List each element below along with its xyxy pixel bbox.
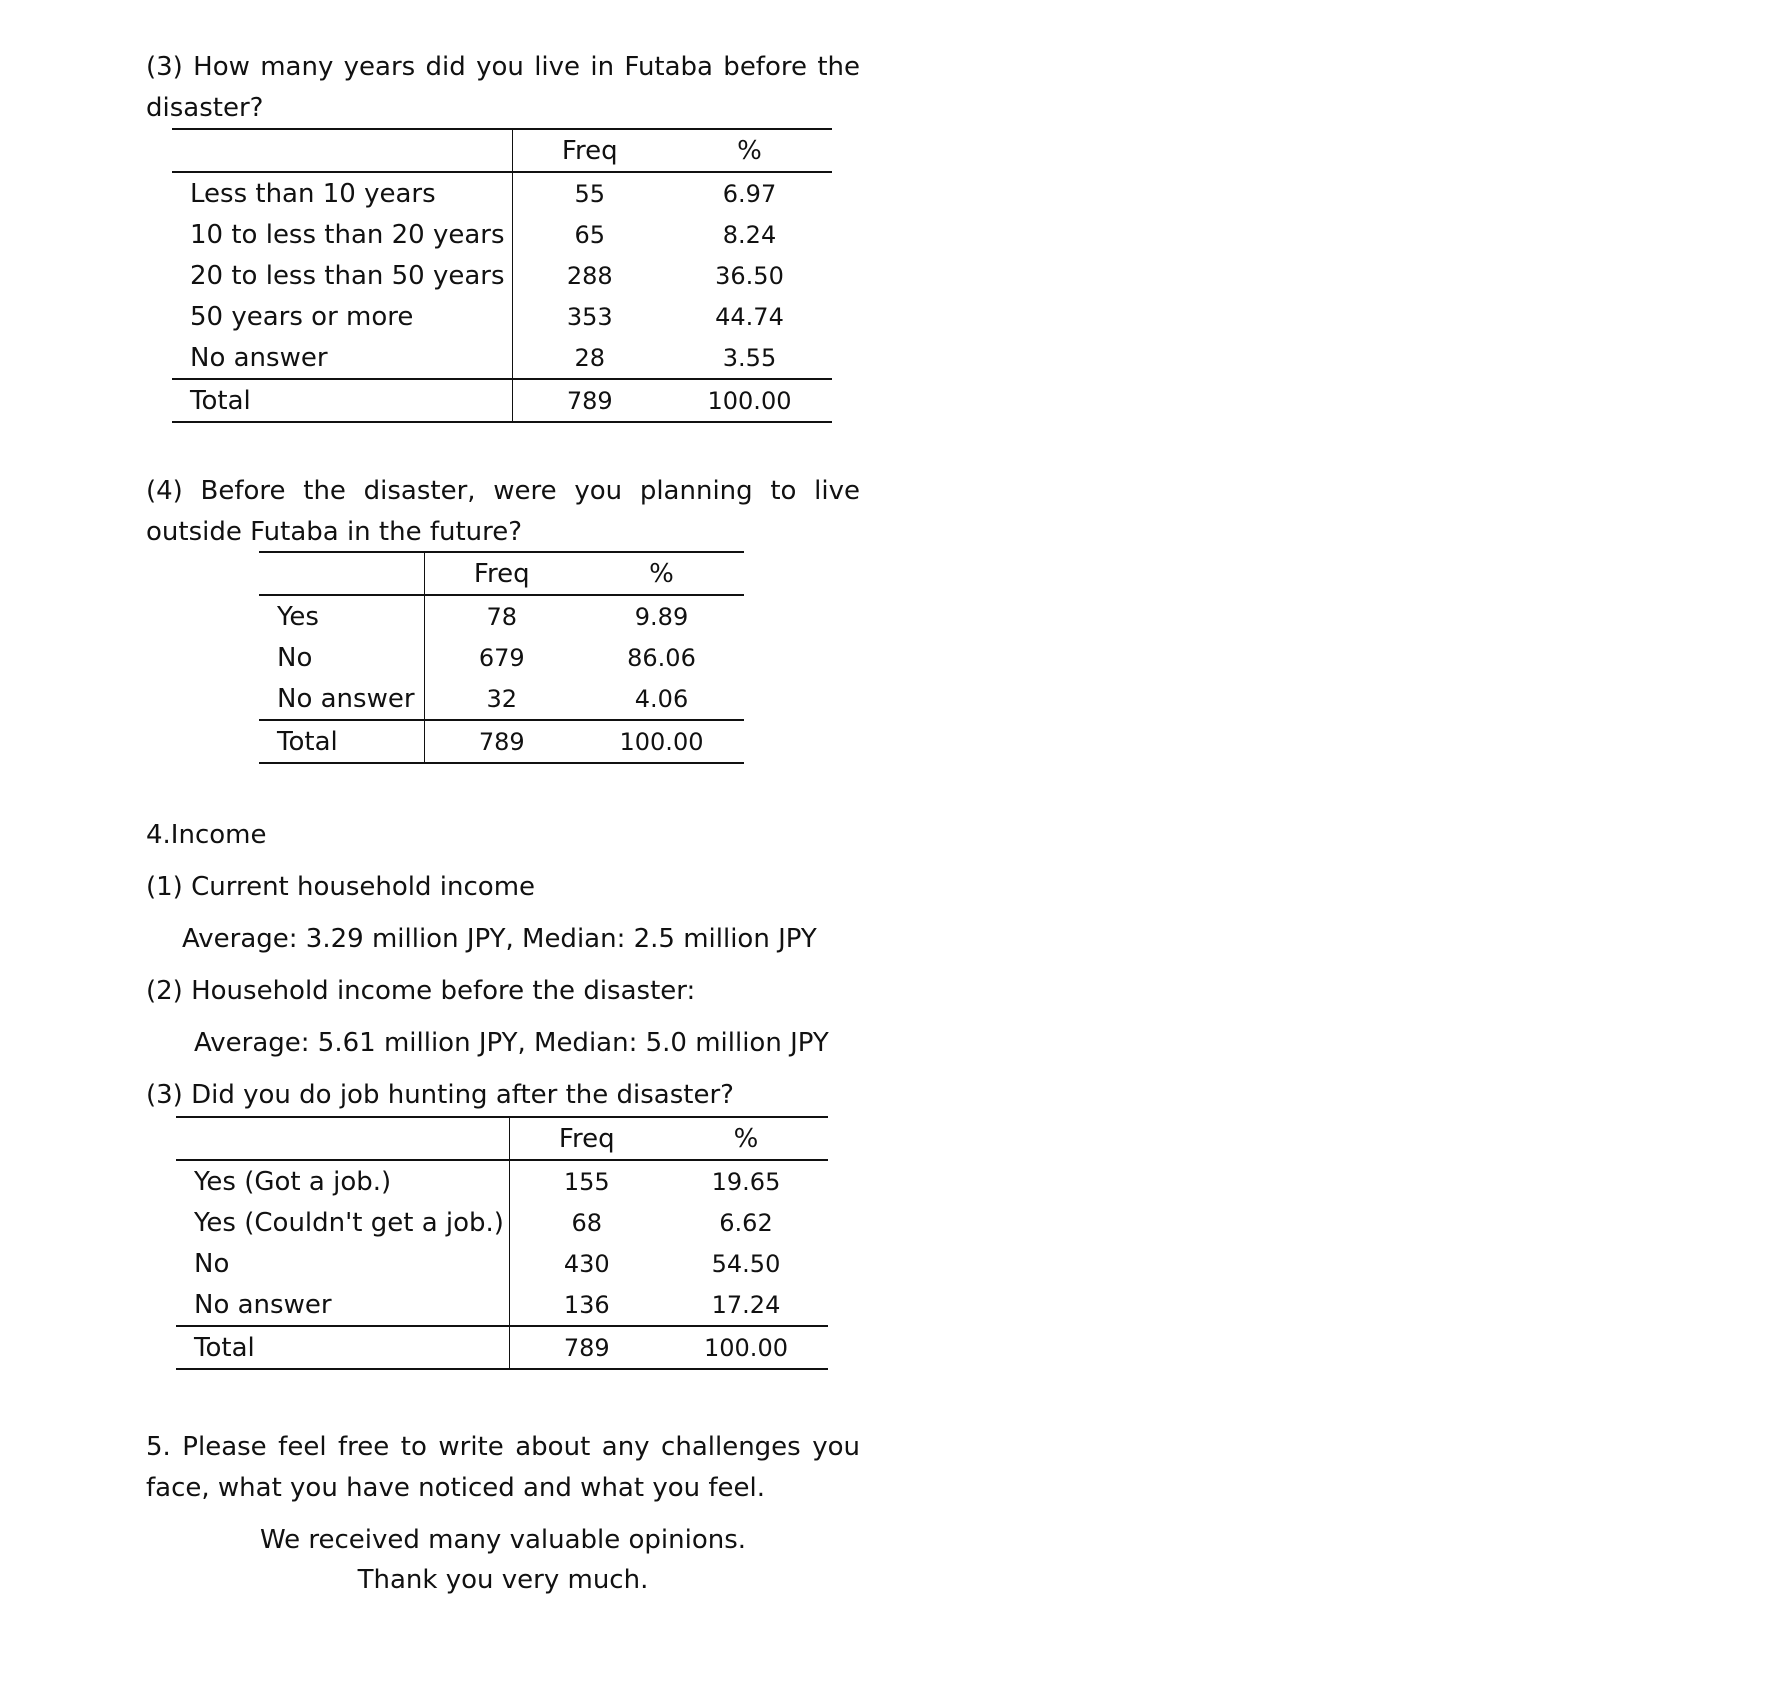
- current-income-value: Average: 3.29 million JPY, Median: 2.5 million JPY: [182, 924, 817, 954]
- header-label: [176, 1117, 509, 1160]
- table-header-row: [176, 1117, 828, 1160]
- table-row: [176, 1160, 828, 1202]
- row-freq: 288: [566, 261, 613, 290]
- table-row: [172, 214, 832, 255]
- header-freq: Freq: [512, 129, 667, 172]
- row-label: No answer: [176, 1284, 509, 1326]
- total-label: Total: [176, 1326, 509, 1369]
- table-total-row: [172, 379, 832, 422]
- before-income-label: (2) Household income before the disaster:: [146, 976, 696, 1006]
- row-label: No answer: [172, 337, 512, 379]
- years-in-futaba-table: [172, 128, 832, 423]
- row-percent: 8.24: [722, 220, 777, 249]
- total-freq: 789: [509, 1326, 664, 1369]
- table-row: [259, 678, 744, 720]
- row-freq: 55: [574, 179, 606, 208]
- row-label: No answer: [259, 678, 424, 720]
- table-row: [172, 172, 832, 214]
- row-freq: 136: [563, 1290, 610, 1319]
- header-freq: Freq: [424, 552, 579, 595]
- row-label: Less than 10 years: [172, 172, 512, 214]
- row-percent: 54.50: [711, 1249, 781, 1278]
- closing-line-2: Thank you very much.: [357, 1565, 649, 1595]
- table-header-row: [259, 552, 744, 595]
- table-total-row: [176, 1326, 828, 1369]
- row-freq: 78: [486, 602, 518, 631]
- row-percent: 44.74: [715, 302, 784, 331]
- row-freq: 68: [571, 1208, 603, 1237]
- row-percent: 3.55: [722, 343, 777, 372]
- row-label: Yes (Got a job.): [176, 1160, 509, 1202]
- question-years-in-futaba: (3) How many years did you live in Futaba before the disaster?: [146, 52, 860, 123]
- row-percent: 17.24: [711, 1290, 781, 1319]
- row-percent: 86.06: [627, 643, 696, 672]
- row-freq: 28: [574, 343, 606, 372]
- header-freq: Freq: [509, 1117, 664, 1160]
- row-percent: 4.06: [634, 684, 689, 713]
- table-row: [259, 595, 744, 637]
- row-freq: 679: [478, 643, 525, 672]
- row-freq: 430: [563, 1249, 610, 1278]
- row-freq: 155: [563, 1167, 610, 1196]
- closing-line-1: We received many valuable opinions.: [259, 1525, 747, 1555]
- total-label: Total: [259, 720, 424, 763]
- total-percent: 100.00: [667, 379, 832, 422]
- header-percent: %: [579, 552, 744, 595]
- question-job-hunting: (3) Did you do job hunting after the disaster?: [146, 1080, 734, 1110]
- row-freq: 32: [486, 684, 518, 713]
- table-row: [176, 1243, 828, 1284]
- table-row: [172, 296, 832, 337]
- header-label: [172, 129, 512, 172]
- total-percent: 100.00: [579, 720, 744, 763]
- total-freq: 789: [424, 720, 579, 763]
- question-plan-outside-futaba: (4) Before the disaster, were you planning to live outside Futaba in the future?: [146, 476, 860, 547]
- section5-prompt: 5. Please feel free to write about any challenges you face, what you have noticed and what you feel.: [146, 1432, 860, 1503]
- table-row: [172, 337, 832, 379]
- table-total-row: [259, 720, 744, 763]
- table-header-row: [172, 129, 832, 172]
- total-label: Total: [172, 379, 512, 422]
- table-row: [172, 255, 832, 296]
- total-freq: 789: [512, 379, 667, 422]
- current-income-label: (1) Current household income: [146, 872, 536, 902]
- row-freq: 65: [574, 220, 606, 249]
- row-percent: 9.89: [634, 602, 689, 631]
- header-percent: %: [667, 129, 832, 172]
- row-label: Yes (Couldn't get a job.): [176, 1202, 509, 1243]
- job-hunting-table: [176, 1116, 828, 1370]
- row-label: 20 to less than 50 years: [172, 255, 512, 296]
- row-percent: 6.97: [722, 179, 777, 208]
- table-row: [176, 1284, 828, 1326]
- before-income-value: Average: 5.61 million JPY, Median: 5.0 million JPY: [194, 1028, 829, 1058]
- table-row: [176, 1202, 828, 1243]
- table-row: [259, 637, 744, 678]
- row-percent: 19.65: [711, 1167, 781, 1196]
- plan-outside-table: [259, 551, 744, 764]
- row-percent: 36.50: [715, 261, 784, 290]
- total-percent: 100.00: [664, 1326, 828, 1369]
- row-label: 50 years or more: [172, 296, 512, 337]
- row-label: Yes: [259, 595, 424, 637]
- header-label: [259, 552, 424, 595]
- income-heading: 4.Income: [146, 820, 267, 850]
- row-label: No: [259, 637, 424, 678]
- row-freq: 353: [566, 302, 613, 331]
- row-label: No: [176, 1243, 509, 1284]
- closing-message: [146, 1520, 860, 1600]
- header-percent: %: [664, 1117, 828, 1160]
- row-label: 10 to less than 20 years: [172, 214, 512, 255]
- row-percent: 6.62: [719, 1208, 773, 1237]
